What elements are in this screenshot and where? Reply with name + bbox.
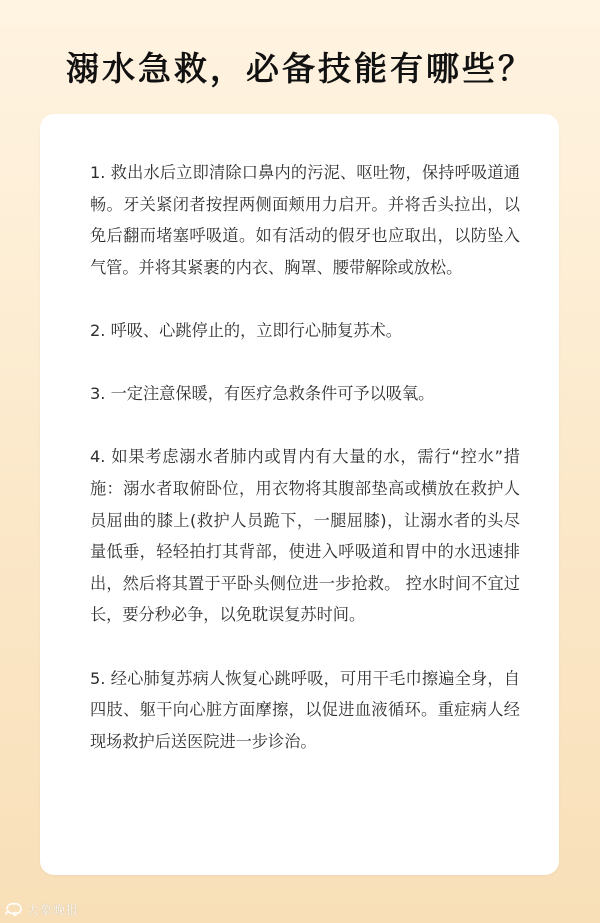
page-title: 溺水急救，必备技能有哪些？ [66, 49, 534, 88]
list-item: 4. 如果考虑溺水者肺内或胃内有大量的水，需行“控水”措施：溺水者取俯卧位，用衣物将其腹部垫高或横放在救护人员屈曲的膝上(救护人员跪下，一腿屈膝)，让溺水者的头尽量低垂，轻轻拍打其背部，使进入呼吸道和胃中的水迅速排出，然后将其置于平卧头侧位进一步抢救。 控水时间不宜过长，要分秒必争，以免耽误复苏时间。 [90, 447, 520, 625]
list-item: 3. 一定注意保暖，有医疗急救条件可予以吸氧。 [90, 384, 435, 404]
watermark-text: 大象晚报 [27, 902, 80, 917]
watermark [5, 899, 79, 919]
list-item: 5. 经心肺复苏病人恢复心跳呼吸，可用干毛巾擦遍全身，自四肢、躯干向心脏方面摩擦，以促进血液循环。重症病人经现场救护后送医院进一步诊治。 [90, 668, 520, 751]
first-aid-list [90, 157, 520, 789]
elephant-logo-icon [5, 902, 23, 916]
list-item: 1. 救出水后立即清除口鼻内的污泥、呕吐物，保持呼吸道通畅。牙关紧闭者按捏两侧面颊用力启开。并将舌头拉出，以免后翻而堵塞呼吸道。如有活动的假牙也应取出，以防坠入气管。并将其紧裹的内衣、胸罩、腰带解除或放松。 [90, 163, 520, 277]
list-item: 2. 呼吸、心跳停止的，立即行心肺复苏术。 [90, 320, 402, 340]
